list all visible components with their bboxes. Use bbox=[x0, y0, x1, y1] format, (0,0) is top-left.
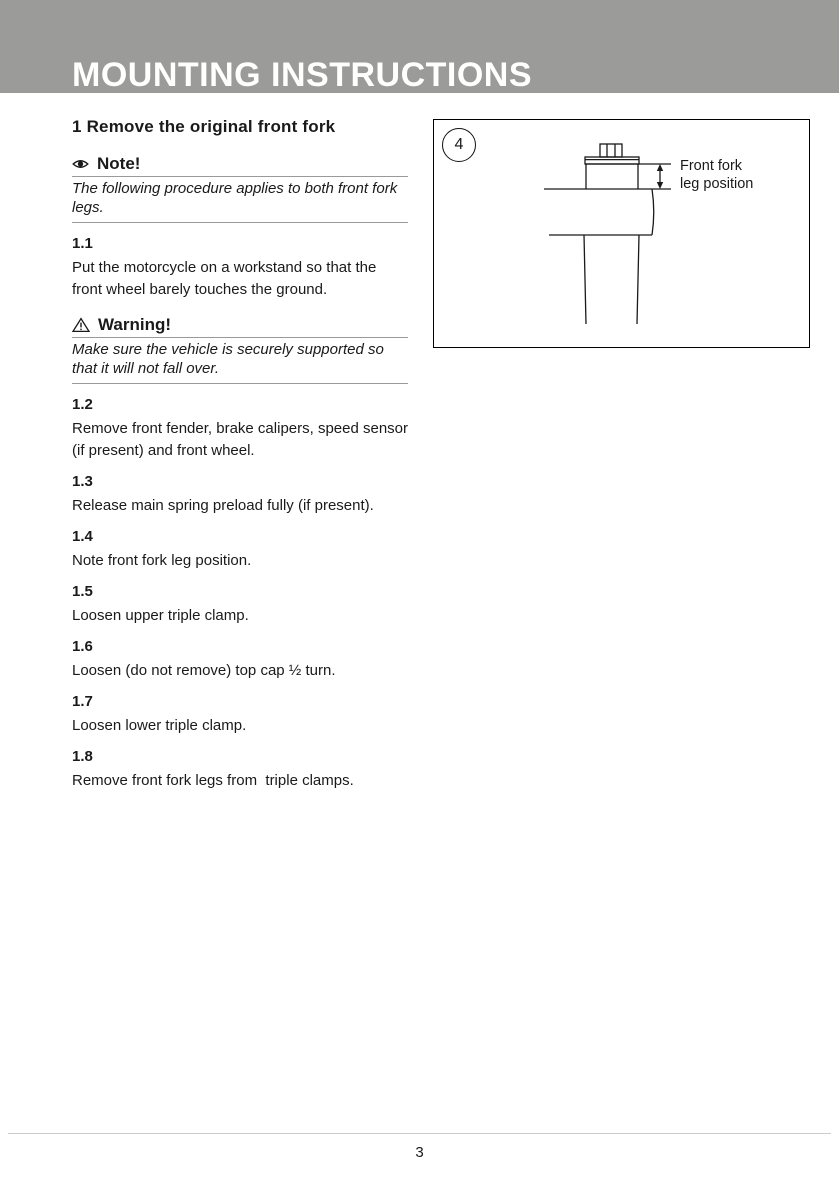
step-number: 1.4 bbox=[72, 528, 93, 545]
step-number: 1.2 bbox=[72, 396, 93, 413]
step-number: 1.6 bbox=[72, 638, 93, 655]
section-heading: 1 Remove the original front fork bbox=[72, 117, 336, 136]
annotation-line-1: Front fork bbox=[680, 158, 743, 174]
step-text: Remove front fork legs from triple clamps. bbox=[72, 772, 354, 789]
note-heading bbox=[72, 154, 408, 177]
page-title: MOUNTING INSTRUCTIONS bbox=[72, 56, 533, 94]
footer-divider bbox=[8, 1133, 831, 1134]
step-text: Loosen lower triple clamp. bbox=[72, 717, 247, 734]
step-text: Loosen upper triple clamp. bbox=[72, 607, 249, 624]
warning-triangle-icon bbox=[72, 317, 90, 333]
figure-4-front-fork-diagram bbox=[433, 119, 810, 348]
page-number: 3 bbox=[415, 1144, 424, 1161]
eye-icon bbox=[72, 158, 89, 170]
warning-heading bbox=[72, 315, 408, 338]
figure-annotation bbox=[680, 157, 753, 193]
note-label: Note! bbox=[97, 154, 141, 173]
instruction-column bbox=[72, 117, 413, 792]
step-number: 1.8 bbox=[72, 748, 93, 765]
step-text: Release main spring preload fully (if present). bbox=[72, 497, 374, 514]
step-text: Remove front fender, brake calipers, speed sensor (if present) and front wheel. bbox=[72, 420, 413, 459]
note-text: The following procedure applies to both front fork legs. bbox=[72, 180, 408, 223]
warning-label: Warning! bbox=[98, 315, 172, 334]
warning-text: Make sure the vehicle is securely supported so that it will not fall over. bbox=[72, 341, 408, 384]
step-text: Note front fork leg position. bbox=[72, 552, 252, 569]
step-text: Loosen (do not remove) top cap ½ turn. bbox=[72, 662, 336, 679]
annotation-line-2: leg position bbox=[680, 176, 754, 192]
fork-leg-drawing bbox=[434, 120, 808, 346]
step-number: 1.1 bbox=[72, 235, 93, 252]
step-number: 1.3 bbox=[72, 473, 93, 490]
step-number: 1.7 bbox=[72, 693, 93, 710]
header-banner bbox=[0, 0, 839, 93]
step-text: Put the motorcycle on a workstand so that the front wheel barely touches the ground. bbox=[72, 259, 381, 298]
step-number: 1.5 bbox=[72, 583, 93, 600]
figure-number-badge: 4 bbox=[442, 128, 476, 162]
